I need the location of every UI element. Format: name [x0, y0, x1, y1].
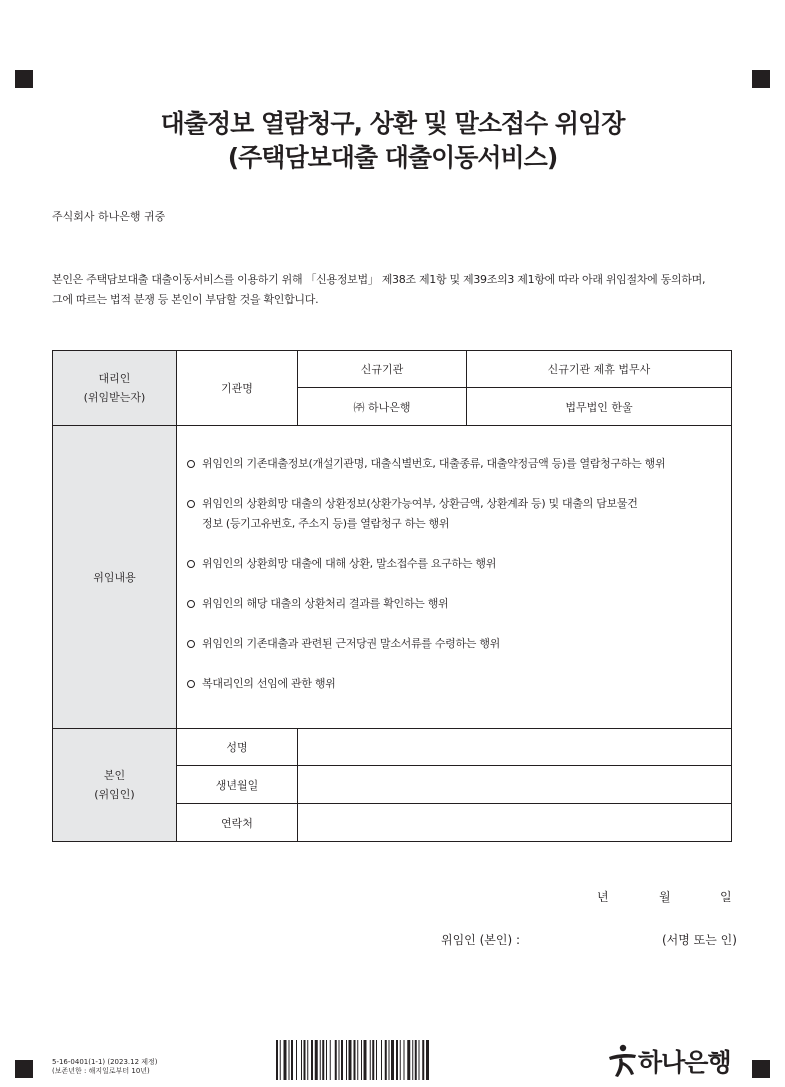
barcode-bar	[415, 1040, 417, 1080]
delegation-item-text	[202, 594, 448, 614]
barcode-bar	[354, 1040, 356, 1080]
delegation-label: 위임내용	[53, 426, 177, 729]
agent-label	[53, 351, 177, 426]
consent-statement-line: 그에 따르는 법적 분쟁 등 본인이 부담할 것을 확인합니다.	[52, 293, 319, 306]
registration-mark-top-right	[752, 70, 770, 88]
consent-statement-line: 본인은 주택담보대출 대출이동서비스를 이용하기 위해 「신용정보법」 제38조 제1항 및 제39조의3 제1항에 따라 아래 위임절차에 동의하며,	[52, 273, 706, 286]
contact-field[interactable]	[298, 804, 732, 842]
registration-mark-bottom-left	[15, 1060, 33, 1078]
barcode-bar	[349, 1040, 352, 1080]
registration-mark-top-left	[15, 70, 33, 88]
name-label: 성명	[177, 729, 298, 766]
barcode-bar	[422, 1040, 424, 1080]
bank-logo	[606, 1043, 731, 1079]
agent-label-subtitle: (위임받는자)	[83, 391, 146, 404]
delegation-item-text	[202, 554, 496, 574]
delegator-signature-label: 위임인 (본인) :	[441, 933, 520, 947]
agent-label-title: 대리인	[98, 372, 131, 385]
circle-bullet-icon	[187, 560, 195, 568]
delegation-item-line: 위임인의 상환희망 대출에 대해 상환, 말소접수를 요구하는 행위	[202, 557, 497, 570]
barcode-bar	[311, 1040, 313, 1080]
delegation-item	[185, 494, 731, 534]
circle-bullet-icon	[187, 600, 195, 608]
barcode-bar	[400, 1040, 401, 1080]
partner-law-firm-header: 신규기관 제휴 법무사	[467, 351, 732, 388]
date-month-label: 월	[659, 890, 671, 904]
new-institution-value: ㈜ 하나은행	[298, 388, 467, 426]
barcode-bar	[346, 1040, 347, 1080]
barcode-bar	[307, 1040, 308, 1080]
barcode-bar	[330, 1040, 331, 1080]
barcode-bar	[396, 1040, 398, 1080]
barcode-bar	[322, 1040, 324, 1080]
barcode-bar	[404, 1040, 405, 1080]
barcode-bar	[376, 1040, 377, 1080]
date-year-label: 년	[597, 890, 609, 904]
retention-period: (보존년한 : 해지일로부터 10년)	[52, 1067, 150, 1075]
barcode-bar	[426, 1040, 429, 1080]
principal-label-title: 본인	[103, 769, 126, 782]
delegation-item-line: 정보 (등기고유번호, 주소지 등)를 열람청구 하는 행위	[202, 517, 450, 530]
barcode-bar	[357, 1040, 358, 1080]
delegation-item	[185, 454, 731, 474]
delegation-item-line: 위임인의 기존대출과 관련된 근저당권 말소서류를 수령하는 행위	[202, 637, 500, 650]
principal-label-subtitle: (위임인)	[94, 788, 135, 801]
barcode-bar	[381, 1040, 382, 1080]
delegation-item	[185, 594, 731, 614]
form-code	[52, 1058, 158, 1076]
barcode-bar	[320, 1040, 321, 1080]
delegation-item-line: 복대리인의 선임에 관한 행위	[202, 677, 336, 690]
barcode-bar	[339, 1040, 340, 1080]
document-subtitle: (주택담보대출 대출이동서비스)	[227, 143, 558, 172]
barcode-bar	[407, 1040, 410, 1080]
barcode-bar	[291, 1040, 293, 1080]
barcode-bar	[389, 1040, 390, 1080]
delegation-form-table	[52, 350, 732, 842]
barcode	[276, 1040, 471, 1080]
name-field[interactable]	[298, 729, 732, 766]
barcode-bar	[419, 1040, 420, 1080]
barcode-bar	[284, 1040, 287, 1080]
barcode-bar	[301, 1040, 302, 1080]
barcode-bar	[412, 1040, 413, 1080]
addressee: 주식회사 하나은행 귀중	[52, 210, 166, 223]
barcode-bar	[304, 1040, 306, 1080]
circle-bullet-icon	[187, 640, 195, 648]
principal-label	[53, 729, 177, 842]
circle-bullet-icon	[187, 680, 195, 688]
barcode-bar	[289, 1040, 290, 1080]
delegation-items	[177, 426, 732, 729]
barcode-bar	[296, 1040, 297, 1080]
barcode-bar	[391, 1040, 394, 1080]
registration-mark-bottom-right	[752, 1060, 770, 1078]
delegation-item-text	[202, 454, 665, 474]
document-title: 대출정보 열람청구, 상환 및 말소접수 위임장	[160, 109, 625, 138]
partner-law-firm-value: 법무법인 한울	[467, 388, 732, 426]
signature-hint: (서명 또는 인)	[662, 933, 737, 947]
delegation-item-line: 위임인의 상환희망 대출의 상환정보(상환가능여부, 상환금액, 상환계좌 등) 및 대출의 담보물건	[202, 497, 638, 510]
delegation-item	[185, 554, 731, 574]
delegation-item-text	[202, 634, 500, 654]
barcode-bar	[341, 1040, 343, 1080]
barcode-bar	[280, 1040, 281, 1080]
barcode-bar	[372, 1040, 374, 1080]
delegation-item	[185, 674, 731, 694]
bank-logo-text: 하나은행	[638, 1048, 731, 1077]
circle-bullet-icon	[187, 460, 195, 468]
consent-statement	[52, 270, 742, 310]
delegation-item	[185, 634, 731, 654]
contact-label: 연락처	[177, 804, 298, 842]
delegation-item-line: 위임인의 해당 대출의 상환처리 결과를 확인하는 행위	[202, 597, 449, 610]
barcode-bar	[364, 1040, 367, 1080]
delegation-item-line: 위임인의 기존대출정보(개설기관명, 대출식별번호, 대출종류, 대출약정금액 등)를 열람청구하는 행위	[202, 457, 666, 470]
barcode-bar	[385, 1040, 387, 1080]
barcode-bar	[335, 1040, 337, 1080]
barcode-bar	[370, 1040, 371, 1080]
birthdate-label: 생년월일	[177, 766, 298, 804]
barcode-bar	[361, 1040, 362, 1080]
delegation-item-text	[202, 674, 336, 694]
hana-bank-logo-icon	[606, 1044, 638, 1078]
barcode-bar	[326, 1040, 327, 1080]
form-code-line: 5-16-0401(1-1) (2023.12 제정)	[52, 1058, 158, 1066]
new-institution-header: 신규기관	[298, 351, 467, 388]
institution-label: 기관명	[177, 351, 298, 426]
delegation-item-text	[202, 494, 638, 534]
barcode-bar	[276, 1040, 278, 1080]
circle-bullet-icon	[187, 500, 195, 508]
date-day-label: 일	[720, 890, 732, 904]
barcode-bar	[315, 1040, 318, 1080]
birthdate-field[interactable]	[298, 766, 732, 804]
